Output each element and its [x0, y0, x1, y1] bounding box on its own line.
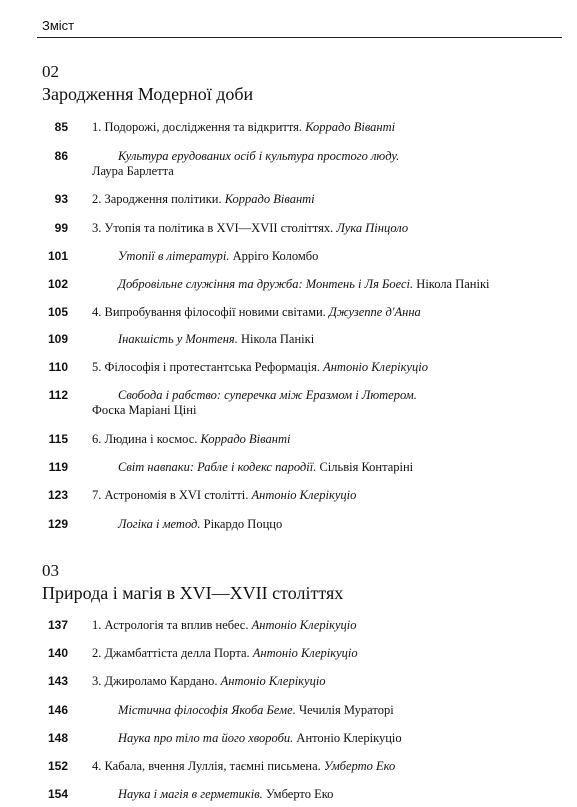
page-number: 112 — [48, 388, 68, 402]
page-number: 101 — [47, 249, 68, 263]
entry-author: Антоніо Клерікуціо — [251, 488, 357, 502]
entry-title: 5. Філософія і протестантська Реформація. — [92, 360, 320, 374]
entry-title: 1. Подорожі, дослідження та відкриття. — [92, 120, 303, 134]
page-number: 119 — [48, 460, 68, 474]
entry-author: Лука Пінцоло — [336, 221, 409, 235]
entry-author: Умберто Еко — [265, 787, 334, 801]
entry-author: Антоніо Клерікуціо — [252, 646, 358, 660]
page-number: 143 — [47, 674, 68, 688]
header-title: Зміст — [42, 18, 75, 33]
entry-author: Коррадо Віванті — [200, 432, 291, 446]
page-number: 152 — [47, 759, 68, 773]
section-title: Природа і магія в XVI—XVII століттях — [42, 583, 344, 603]
entry-title: Свобода і рабство: суперечка між Еразмом і Лютером. — [118, 388, 417, 402]
page-number: 140 — [47, 646, 68, 660]
page-number: 110 — [48, 360, 68, 374]
entry-author: Антоніо Клерікуціо — [296, 731, 402, 745]
entry-author: Сільвія Контаріні — [319, 460, 414, 474]
entry-author: Лаура Барлетта — [92, 164, 174, 178]
page-number: 129 — [47, 517, 68, 531]
entry-title: 2. Зародження політики. — [92, 192, 222, 206]
entry-author: Нікола Панікі — [240, 332, 315, 346]
page-number: 102 — [47, 277, 68, 291]
entry-title: 3. Утопія та політика в XVI—XVII століттях. — [92, 221, 334, 235]
page-number: 154 — [47, 787, 68, 801]
page-number: 146 — [47, 703, 68, 717]
page-number: 123 — [47, 488, 68, 502]
entry-author: Коррадо Віванті — [224, 192, 315, 206]
entry-title: Інакшість у Монтеня. — [118, 332, 238, 346]
entry-title: Наука і магія в герметиків. — [118, 787, 263, 801]
section-title: Зародження Модерної доби — [42, 84, 254, 104]
entry-title: Культура ерудованих осіб і культура простого люду. — [118, 149, 400, 163]
entry-author: Антоніо Клерікуціо — [323, 360, 428, 374]
entry-title: Світ навпаки: Рабле і кодекс пародії. — [118, 460, 317, 474]
section-03 — [42, 562, 343, 604]
entry-author: Антоніо Клерікуціо — [251, 618, 357, 632]
entry-title: 3. Джироламо Кардано. — [92, 674, 218, 688]
entry-title: 4. Випробування філософії новими світами. — [92, 305, 326, 319]
page-number: 99 — [54, 221, 68, 235]
page-number: 85 — [54, 120, 68, 134]
entry-author: Чечилія Мураторі — [298, 703, 394, 717]
page-number: 109 — [47, 332, 68, 346]
entry-author: Умберто Еко — [323, 759, 396, 773]
entry-author: Арріго Коломбо — [232, 249, 319, 263]
entry-title: 1. Астрологія та вплив небес. — [92, 618, 249, 632]
entry-title: 7. Астрономія в XVI столітті. — [92, 488, 249, 502]
page-number: 105 — [47, 305, 68, 319]
entry-title: Наука про тіло та його хвороби. — [118, 731, 294, 745]
entry-title: Містична філософія Якоба Беме. — [118, 703, 296, 717]
header-divider — [37, 37, 562, 38]
page-number: 148 — [47, 731, 68, 745]
entry-title: 2. Джамбаттіста делла Порта. — [92, 646, 250, 660]
page-number: 137 — [47, 618, 68, 632]
entry-author: Коррадо Віванті — [305, 120, 396, 134]
section-02 — [42, 63, 253, 105]
page-number: 86 — [54, 149, 68, 163]
page-number: 115 — [48, 432, 68, 446]
entry-title: Утопії в літературі. — [118, 249, 230, 263]
entry-title: 6. Людина і космос. — [92, 432, 198, 446]
page-number: 93 — [54, 192, 68, 206]
entry-title: Добровільне служіння та дружба: Монтень і Ля Боесі. — [118, 277, 414, 291]
entry-author: Рікардо Поццо — [203, 517, 283, 531]
entry-author: Фоска Маріані Ціні — [92, 403, 197, 417]
section-number: 02 — [42, 62, 59, 81]
entry-author: Антоніо Клерікуціо — [220, 674, 326, 688]
entry-author: Нікола Панікі — [416, 277, 490, 291]
entry-author: Джузеппе д'Анна — [328, 305, 421, 319]
entry-title: 4. Кабала, вчення Луллія, таємні письмена. — [92, 759, 321, 773]
entry-title: Логіка і метод. — [118, 517, 201, 531]
section-number: 03 — [42, 561, 59, 580]
